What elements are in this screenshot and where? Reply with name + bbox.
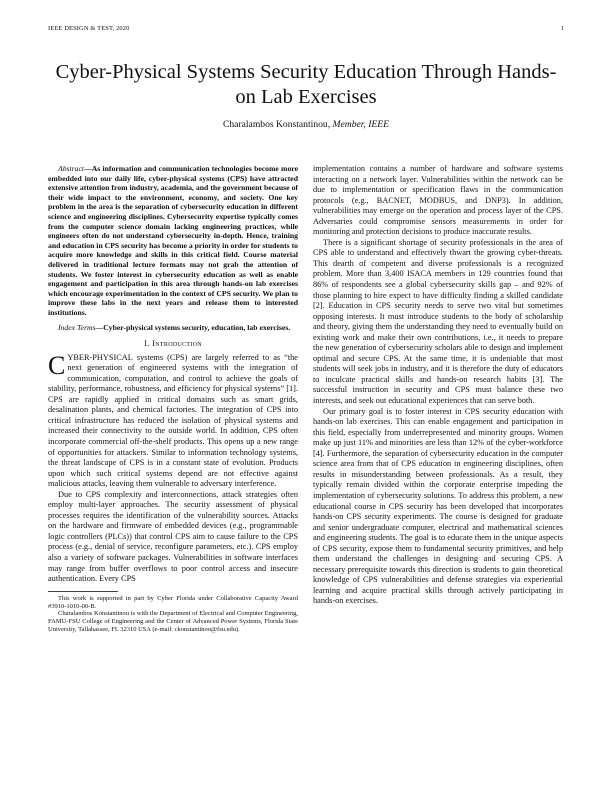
abstract-label: Abstract	[58, 164, 85, 173]
intro-paragraph-1	[48, 350, 298, 490]
page-number: 1	[560, 25, 564, 32]
index-terms-text: —Cyber-physical systems security, education, lab exercises.	[95, 322, 291, 332]
right-column	[313, 164, 563, 607]
intro-p1-text: systems (CPS) are largely referred to as “the next generation of engineered systems with the integration of communication, computation, and control to achieve the goals of stability, performance, robustness, and efficiency for physical systems” [1]. CPS are rapidly applied in critical domains such as smart grids, desalination plants, and chemical factories. The integration of CPS into critical infrastructure has reduced the isolation of physical systems and increased their connectivity to the outside world. In addition, CPS often incorporate commercial off-the-shelf products. This opens up a new range of opportunities for attackers. Similar to information technology systems, the threat landscape of CPS is in a constant state of evolution. Products upon which such critical systems depend are not effective against malicious attacks, leaving them vulnerable to adversary interference.	[48, 352, 298, 489]
section-numeral: I.	[144, 338, 150, 349]
intro-paragraph-3: There is a significant shortage of security professionals in the area of CPS able to understand and effectively thwart the growing cyber-threats. This dearth of competent and diverse professionals is a recognized problem. More than 3,400 ISACA members in 129 countries found that 86% of respondents see a global cybersecurity skills gap – and 92% of those planning to hire expect to have difficulty finding a skilled candidate [2]. Education in CPS security needs to serve two vital but sometimes opposing interests. It must introduce students to the body of scholarship and theory, giving them the understanding they need to eventually build on existing work and make their own contributions, i.e., it needs to prepare the new generation of cybersecurity scholars able to design and implement optimal and secure CPS. At the same time, it is undeniable that most students will seek jobs in industry, and it is therefore the duty of educators to inculcate practical skills and hands-on research habits [3]. The successful instruction in security and CPS must balance these two interests, and seek out educational experiences that can serve both.	[313, 237, 563, 406]
left-column	[48, 164, 298, 634]
dropcap-letter: C	[48, 350, 66, 380]
footnote-funding: This work is supported in part by Cyber Florida under Collaborative Capacity Award #3910-1010-00-B.	[48, 594, 298, 610]
author-role: Member, IEEE	[332, 119, 389, 130]
abstract	[48, 164, 298, 318]
running-head: IEEE DESIGN & TEST, 2020	[48, 25, 130, 32]
paper-title: Cyber-Physical Systems Security Education Through Hands-on Lab Exercises	[55, 61, 557, 108]
intro-paragraph-2: Due to CPS complexity and interconnections, attack strategies often employ multi-layer approaches. The security assessment of physical processes requires the identification of the vulnerability sources. Attacks on the hardware and firmware of embedded devices (e.g., programmable logic controllers (PLCs)) that control CPS aim to cause failure to the CPS process (e.g., denial of service, reconfigure parameters, etc.). CPS employ also a variety of software packages. Vulnerabilities in software interfaces may range from buffer overflows to poor control access and insecure authentication. Every CPS	[48, 489, 298, 584]
author-line	[48, 119, 564, 130]
abstract-text: —As information and communication technologies become more embedded into our daily life, cyber-physical systems (CPS) have attracted extensive attention from industry, academia, and the government because of their wide impact to the environment, economy, and society. One key problem in the area is the separation of cybersecurity education in different science and engineering disciplines. Cybersecurity expertise typically comes from the computer science domain lacking engineering practices, while engineers often do not understand cybersecurity in-depth. Hence, training and education in CPS security has become a priority in order for students to acquire more knowledge and skills in this critical field. Course material delivered in traditional lecture formats may not grab the attention of students. We foster interest in cybersecurity education as well as enable engagement and participation in this area through hands-on lab exercises which encourage experimentation in the context of CPS security. We plan to improve these labs in the next years and release them to interested institutions.	[48, 164, 298, 317]
footnote-affiliation: Charalambos Konstantinou is with the Department of Electrical and Computer Engineering, FAMU-FSU College of Engineering and the Center of Advanced Power Systems, Florida State University, Tallahassee, FL 32310 USA (e-mail: ckonstantinou@fsu.edu).	[48, 610, 298, 634]
section-heading-introduction	[48, 338, 298, 349]
footnote-rule	[48, 591, 118, 592]
intro-first-word: YBER-PHYSICAL	[67, 352, 133, 362]
intro-paragraph-4: Our primary goal is to foster interest in CPS security education with hands-on lab exercises. This can enable engagement and participation in this field, especially from underrepresented and minority groups. Women make up just 11% and minorities are less than 12% of the cyber-workforce [4]. Furthermore, the separation of cybersecurity education in the computer science area from that of CPS education in engineering disciplines, often results in misunderstanding between professionals. As a result, they typically remain divided within the corporate enterprise impeding the implementation of cybersecurity solutions. To address this problem, a new educational course in CPS security has been developed that incorporates hands-on CPS security experiments. The course is designed for graduate and senior undergraduate computer, electrical and mathematical sciences and engineering students. The goal is to educate them in the unique aspects of CPS security, expose them to fundamental security primitives, and help them understand the challenges in designing and securing CPS. A necessary prerequisite towards this direction is students to gain theoretical knowledge of CPS vulnerabilities and defense strategies via experiential learning and acquire practical skills through actively participating in hands-on exercises.	[313, 406, 563, 606]
author-name: Charalambos Konstantinou,	[222, 119, 331, 130]
index-terms-label: Index Terms	[58, 322, 96, 332]
index-terms	[48, 323, 298, 333]
section-title: Introduction	[152, 338, 202, 349]
intro-paragraph-2-continued: implementation contains a number of hardware and software systems interacting on a network layer. Vulnerabilities within the network can be due to implementation or specification flaws in the communication protocols (e.g., BACNET, MODBUS, and DNP3). In addition, vulnerabilities may emerge on the operation and process layer of the CPS. Adversaries could compromise sensors measurements in order for monitoring and protection decisions to produce inaccurate results.	[313, 164, 563, 237]
